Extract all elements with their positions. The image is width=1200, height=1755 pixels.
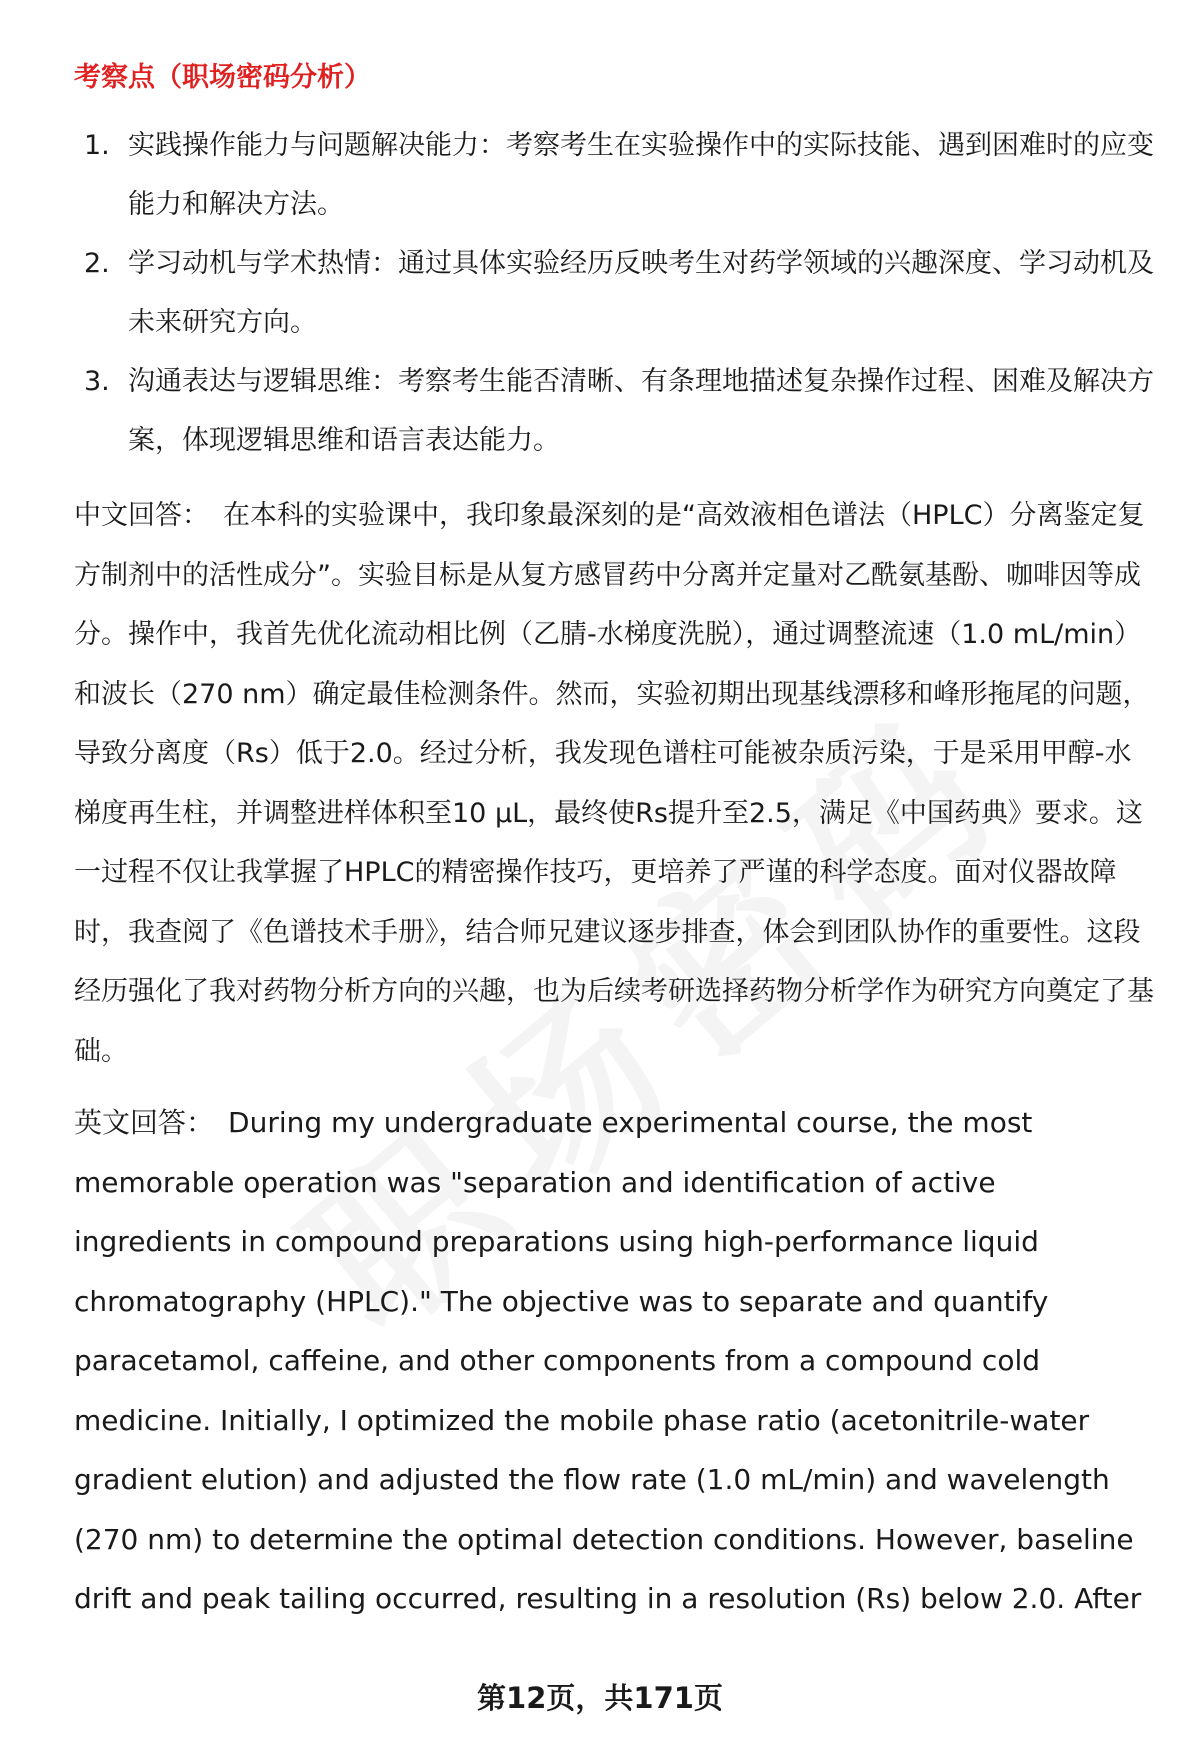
chinese-answer-label: 中文回答： — [74, 500, 209, 531]
english-answer-paragraph — [74, 1093, 1154, 1629]
document-page — [74, 58, 1154, 1629]
english-answer-label: 英文回答： — [74, 1106, 215, 1139]
list-item-text: 实践操作能力与问题解决能力：考察考生在实验操作中的实际技能、遇到困难时的应变能力和解决方法。 — [128, 130, 1154, 220]
list-item-number: 2. — [84, 248, 110, 279]
assessment-points-list — [74, 116, 1154, 470]
english-answer-text: During my undergraduate experimental course, the most memorable operation was "separation and identification of active ingredients in compound preparations using high-performance liquid chromatography (HPLC)." The objective was to separate and quantify paracetamol, caffeine, and other components from a compound cold medicine. Initially, I optimized the mobile phase ratio (acetonitrile-water gradient elution) and adjusted the flow rate (1.0 mL/min) and wavelength (270 nm) to determine the optimal detection conditions. However, baseline drift and peak tailing occurred, resulting in a resolution (Rs) below 2.0. After — [74, 1106, 1142, 1615]
list-item — [74, 116, 1154, 234]
section-title: 考察点（职场密码分析） — [74, 62, 371, 93]
page-number-footer: 第12页，共171页 — [477, 1681, 723, 1715]
list-item-number: 1. — [84, 130, 110, 161]
chinese-answer-text: 在本科的实验课中，我印象最深刻的是“高效液相色谱法（HPLC）分离鉴定复方制剂中的活性成分”。实验目标是从复方感冒药中分离并定量对乙酰氨基酚、咖啡因等成分。操作中，我首先优化流动相比例（乙腈-水梯度洗脱），通过调整流速（1.0 mL/min）和波长（270 nm）确定最佳检测条件。然而，实验初期出现基线漂移和峰形拖尾的问题，导致分离度（Rs）低于2.0。经过分析，我发现色谱柱可能被杂质污染，于是采用甲醇-水梯度再生柱，并调整进样体积至10 μL，最终使Rs提升至2.5，满足《中国药典》要求。这一过程不仅让我掌握了HPLC的精密操作技巧，更培养了严谨的科学态度。面对仪器故障时，我查阅了《色谱技术手册》，结合师兄建议逐步排查，体会到团队协作的重要性。这段经历强化了我对药物分析方向的兴趣，也为后续考研选择药物分析学作为研究方向奠定了基础。 — [74, 500, 1154, 1067]
list-item-text: 学习动机与学术热情：通过具体实验经历反映考生对药学领域的兴趣深度、学习动机及未来研究方向。 — [128, 248, 1154, 338]
list-item-number: 3. — [84, 366, 110, 397]
list-item — [74, 234, 1154, 352]
list-item-text: 沟通表达与逻辑思维：考察考生能否清晰、有条理地描述复杂操作过程、困难及解决方案，体现逻辑思维和语言表达能力。 — [128, 366, 1154, 456]
list-item — [74, 352, 1154, 470]
chinese-answer-paragraph — [74, 486, 1154, 1081]
